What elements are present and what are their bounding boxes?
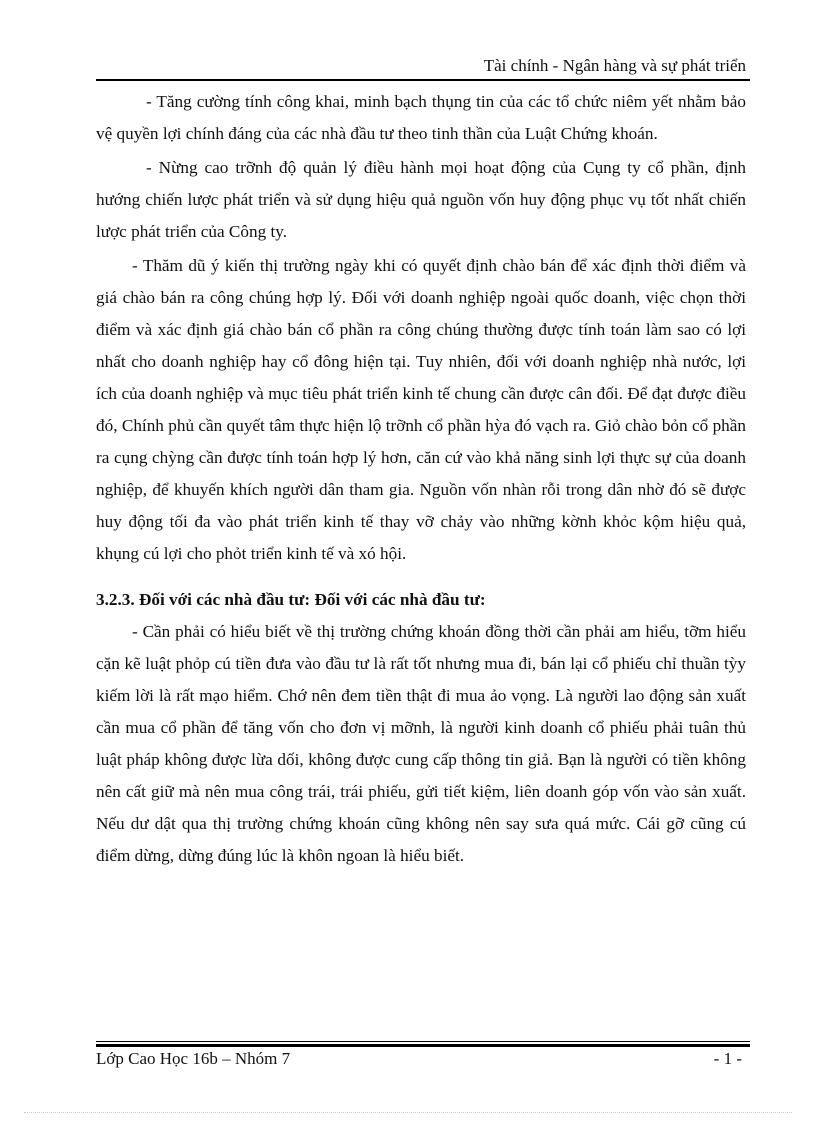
- paragraph-investors: - Cần phải có hiểu biết về thị trường chứng khoán đồng thời cần phải am hiểu, tỡm hiểu cặn kẽ luật phỏp cú tiền đưa vào đầu tư là rất tốt nhưng mua đi, bán lại cổ phiếu chỉ thuần tỳy kiếm lời là rất mạo hiểm. Chớ nên đem tiền thật đi mua ảo vọng. Là người lao động sản xuất cần mua cổ phần để tăng vốn cho đơn vị mỡnh, là người kinh doanh cổ phiếu phải tuân thủ luật pháp không được lừa dối, không được cung cấp thông tin giả. Bạn là người có tiền không nên cất giữ mà nên mua công trái, trái phiếu, gửi tiết kiệm, liên doanh góp vốn vào sản xuất. Nếu dư dật qua thị trường chứng khoán cũng không nên say sưa quá mức. Cái gỡ cũng cú điểm dừng, dừng đúng lúc là khôn ngoan là hiểu biết.: [96, 622, 746, 865]
- document-body: [96, 86, 746, 872]
- page-number: - 1 -: [713, 1049, 742, 1068]
- paragraph-market-survey: - Thăm dũ ý kiến thị trường ngày khi có quyết định chào bán để xác định thời điểm và giá chào bán ra công chúng hợp lý. Đối với doanh nghiệp ngoài quốc doanh, việc chọn thời điểm và xác định giá chào bán cổ phần ra công chúng thường được tính toán làm sao có lợi nhất cho doanh nghiệp hay cổ đông hiện tại. Tuy nhiên, đối với doanh nghiệp nhà nước, lợi ích của doanh nghiệp và mục tiêu phát triển kinh tế chung cần được cân đối. Để đạt được điều đó, Chính phủ cần quyết tâm thực hiện lộ trỡnh cổ phần hỳa đó vạch ra. Giỏ chào bỏn cổ phần ra cụng chỳng cần được tính toán hợp lý hơn, căn cứ vào khả năng sinh lợi thực sự của doanh nghiệp, để khuyến khích người dân tham gia. Nguồn vốn nhàn rỗi trong dân nhờ đó sẽ được huy động tối đa vào phát triển kinh tế thay vỡ chảy vào những kờnh khỏc kộm hiệu quả, khụng cú lợi cho phỏt triển kinh tế và xó hội.: [96, 256, 746, 563]
- paragraph-transparency: - Tăng cường tính công khai, minh bạch thụng tin của các tổ chức niêm yết nhằm bảo vệ quyền lợi chính đáng của các nhà đầu tư theo tinh thần của Luật Chứng khoán.: [96, 92, 746, 143]
- footer-class-label: Lớp Cao Học 16b – Nhóm 7: [96, 1049, 291, 1068]
- footer-rule-thin: [96, 1041, 750, 1042]
- page-edge-divider: [24, 1112, 792, 1113]
- page-footer: [96, 1046, 742, 1072]
- paragraph-management: - Nừng cao trỡnh độ quản lý điều hành mọi hoạt động của Cụng ty cổ phần, định hướng chiến lược phát triển và sử dụng hiệu quả nguồn vốn huy động phục vụ tốt nhất chiến lược phát triển của Công ty.: [96, 158, 746, 241]
- running-header: Tài chính - Ngân hàng và sự phát triển: [483, 56, 746, 75]
- section-heading: 3.2.3. Đối với các nhà đầu tư: Đối với các nhà đầu tư:: [96, 590, 486, 609]
- header-rule: [96, 79, 750, 81]
